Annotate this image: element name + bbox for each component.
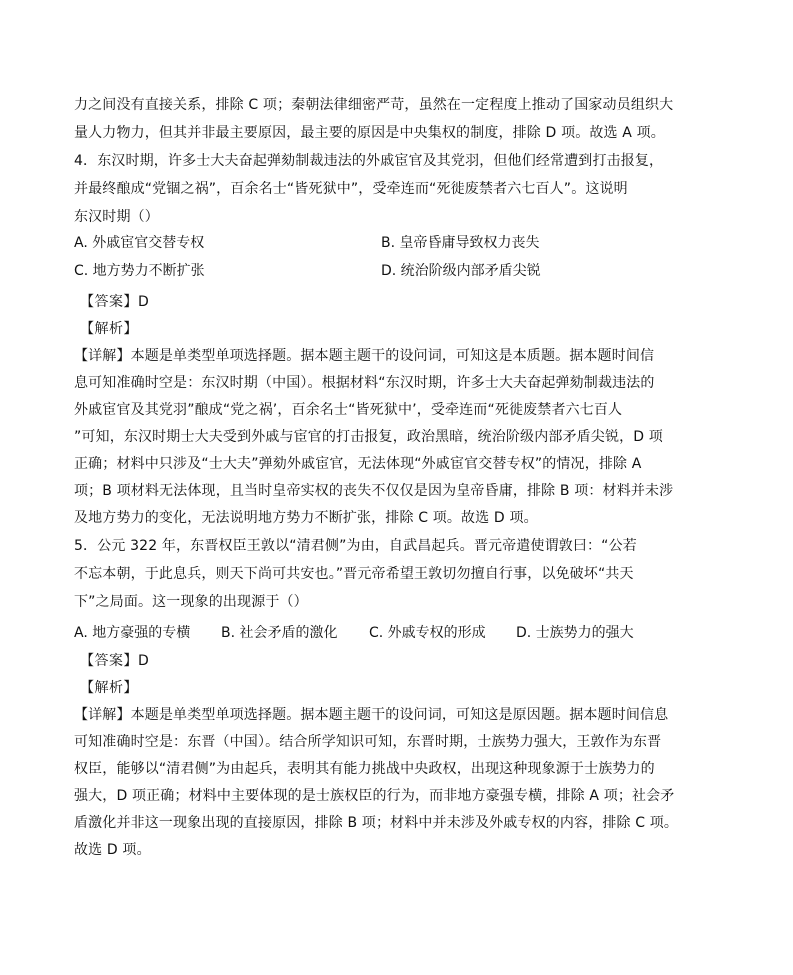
- q5-option-c: C. 外戚专权的形成: [369, 625, 486, 641]
- q5-analysis-tag: 【解析】: [80, 680, 138, 696]
- q4-option-b: B. 皇帝昏庸导致权力丧失: [381, 235, 540, 251]
- q5-answer: 【答案】D: [80, 653, 150, 669]
- intro-line-1: 力之间没有直接关系，排除 C 项；秦朝法律细密严苛，虽然在一定程度上推动了国家动员组织大: [74, 97, 674, 113]
- q5-option-d: D. 士族势力的强大: [516, 625, 634, 641]
- q4-detail-line-6: 项；B 项材料无法体现，且当时皇帝实权的丧失不仅仅是因为皇帝昏庸，排除 B 项：材料并未涉: [74, 483, 674, 499]
- q4-stem-line-3: 东汉时期（）: [74, 209, 159, 225]
- q4-detail-line-3: 外戚宦官及其党羽”酿成“党之祸’，百余名士“皆死狱中’，受牵连而“死徙废禁者六七百人: [74, 402, 623, 418]
- q4-stem-line-2: 并最终酿成“党锢之祸”，百余名士“皆死狱中”，受牵连而“死徙废禁者六七百人”。这说明: [74, 181, 628, 197]
- q5-detail-line-4: 强大，D 项正确；材料中主要体现的是士族权臣的行为，而非地方豪强专横，排除 A 项；社会矛: [74, 788, 675, 804]
- q5-option-a: A. 地方豪强的专横: [74, 625, 191, 641]
- q4-detail-line-7: 及地方势力的变化，无法说明地方势力不断扩张，排除 C 项。故选 D 项。: [74, 510, 538, 526]
- q4-detail-line-2: 息可知准确时空是：东汉时期（中国）。根据材料“东汉时期，许多士大夫奋起弹劾制裁违法的: [74, 375, 655, 391]
- q5-detail-line-2: 可知准确时空是：东晋（中国）。结合所学知识可知，东晋时期，士族势力强大，王敦作为东晋: [74, 734, 662, 750]
- intro-line-2: 量人力物力，但其并非最主要原因，最主要的原因是中央集权的制度，排除 D 项。故选 A 项。: [74, 125, 665, 141]
- q4-option-c: C. 地方势力不断扩张: [74, 263, 205, 279]
- q5-detail-line-3: 权臣，能够以“清君侧”为由起兵，表明其有能力挑战中央政权，出现这种现象源于士族势力的: [74, 761, 655, 777]
- q4-detail-line-1: 【详解】本题是单类型单项选择题。据本题主题干的设问词，可知这是本质题。据本题时间信: [74, 348, 655, 364]
- q4-analysis-tag: 【解析】: [80, 321, 138, 337]
- q5-stem-line-1: 5．公元 322 年，东晋权臣王敦以“清君侧”为由，自武昌起兵。晋元帝遣使谓敦曰：“公若: [74, 538, 637, 554]
- q5-stem-line-3: 下”之局面。这一现象的出现源于（）: [74, 594, 308, 610]
- q4-answer: 【答案】D: [80, 294, 150, 310]
- q4-option-a: A. 外戚宦官交替专权: [74, 235, 205, 251]
- q4-stem-line-1: 4．东汉时期，许多士大夫奋起弹劾制裁违法的外戚宦官及其党羽，但他们经常遭到打击报复，: [74, 153, 664, 169]
- q5-detail-line-5: 盾激化并非这一现象出现的直接原因，排除 B 项；材料中并未涉及外戚专权的内容，排除 C 项。: [74, 815, 679, 831]
- q5-detail-line-6: 故选 D 项。: [74, 842, 151, 858]
- q4-detail-line-4: ”可知，东汉时期士大夫受到外戚与宦官的打击报复，政治黑暗，统治阶级内部矛盾尖锐，D 项: [74, 429, 663, 445]
- q5-stem-line-2: 不忘本朝，于此息兵，则天下尚可共安也。”晋元帝希望王敦切勿擅自行事，以免破坏“共天: [74, 566, 634, 582]
- q4-detail-line-5: 正确；材料中只涉及“士大夫”弹劾外戚宦官，无法体现“外戚宦官交替专权”的情况，排除 A: [74, 456, 642, 472]
- q5-detail-line-1: 【详解】本题是单类型单项选择题。据本题主题干的设问词，可知这是原因题。据本题时间信息: [74, 707, 669, 723]
- q5-option-b: B. 社会矛盾的激化: [221, 625, 338, 641]
- q4-option-d: D. 统治阶级内部矛盾尖锐: [381, 263, 541, 279]
